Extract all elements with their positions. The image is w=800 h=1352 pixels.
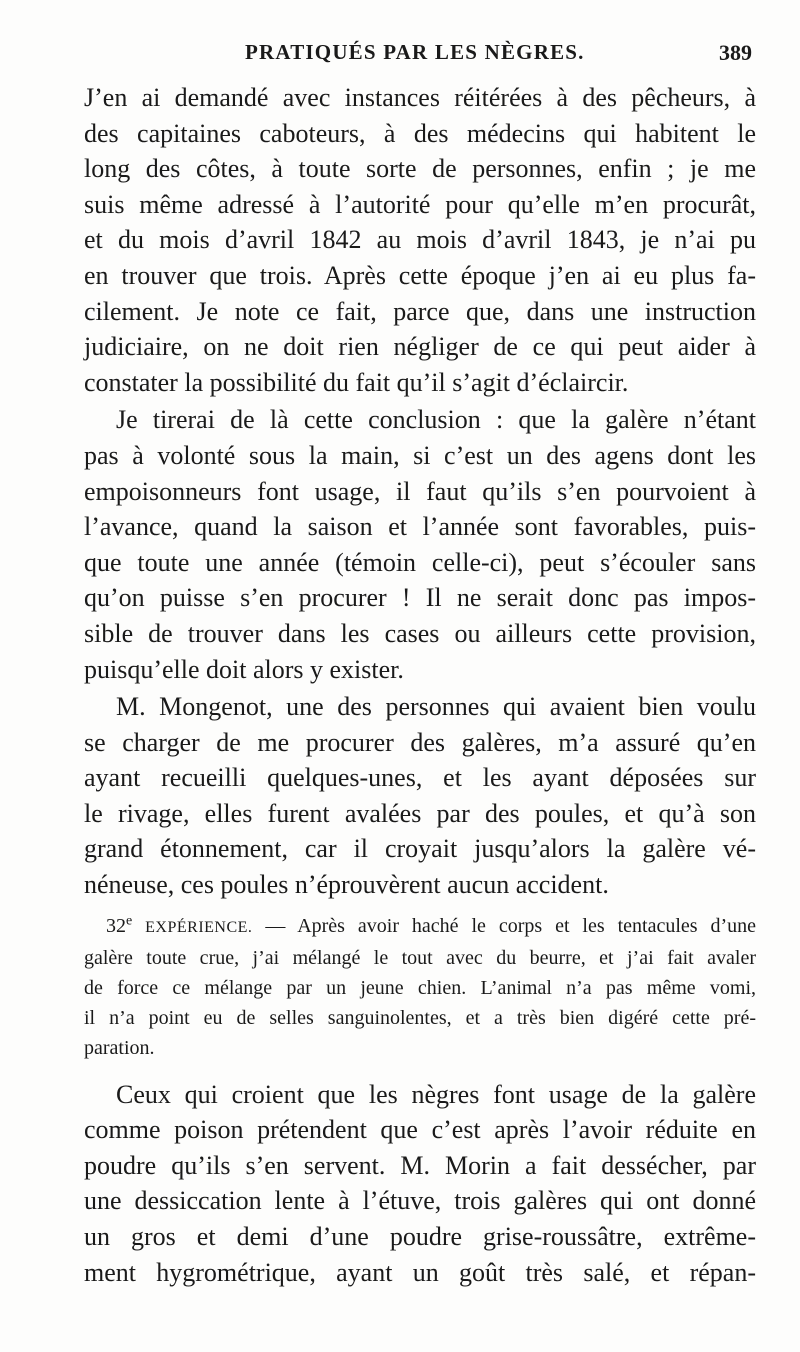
text-line: une dessiccation lente à l’étuve, trois galères qui ont donné (84, 1186, 756, 1216)
text-line: sible de trouver dans les cases ou ailleurs cette provision, (84, 618, 756, 648)
page-number: 389 (719, 40, 752, 65)
experiment-line: il n’a point eu de selles sanguinolentes, et a très bien digéré cette pré- (84, 1006, 756, 1029)
text-line: qu’on puisse s’en procurer ! Il ne serait donc pas impos- (84, 583, 756, 613)
text-line: empoisonneurs font usage, il faut qu’ils s’en pourvoient à (84, 476, 756, 506)
paragraph-2 (84, 402, 756, 687)
text-line: le rivage, elles furent avalées par des poules, et qu’à son (84, 798, 756, 828)
text-line: que toute une année (témoin celle-ci), peut s’écouler sans (84, 547, 756, 577)
text-line: cilement. Je note ce fait, parce que, dans une instruction (84, 296, 756, 326)
experiment-first-line-text: — Après avoir haché le corps et les tentacules d’une (252, 914, 757, 937)
text-line: néneuse, ces poules n’éprouvèrent aucun accident. (84, 870, 609, 900)
text-line: se charger de me procurer des galères, m’a assuré qu’en (84, 727, 756, 757)
text-line: Je tirerai de là cette conclusion : que la galère n’étant (116, 405, 756, 435)
text-line: judiciaire, on ne doit rien négliger de ce qui peut aider à (84, 332, 756, 362)
experiment-number-sup: e (126, 913, 133, 928)
text-line: l’avance, quand la saison et l’année sont favorables, puis- (84, 512, 756, 542)
paragraph-4 (84, 1077, 756, 1291)
text-line: suis même adressé à l’autorité pour qu’elle m’en procurât, (84, 189, 756, 219)
text-line: comme poison prétendent que c’est après l’avoir réduite en (84, 1115, 756, 1145)
page-header (0, 34, 800, 68)
text-line: puisqu’elle doit alors y exister. (84, 654, 404, 684)
text-line: poudre qu’ils s’en servent. M. Morin a fait dessécher, par (84, 1150, 756, 1180)
experiment-note (84, 911, 756, 1063)
text-line: grand étonnement, car il croyait jusqu’alors la galère vé- (84, 834, 756, 864)
paragraph-3 (84, 689, 756, 903)
experiment-label: EXPÉRIENCE. (145, 918, 253, 936)
text-line: en trouver que trois. Après cette époque j’en ai eu plus fa- (84, 260, 756, 290)
experiment-line: de force ce mélange par un jeune chien. L’animal n’a pas même vomi, (84, 976, 756, 999)
text-line: et du mois d’avril 1842 au mois d’avril 1843, je n’ai pu (84, 225, 756, 255)
text-line: ayant recueilli quelques-unes, et les ayant déposées sur (84, 763, 756, 793)
running-head: PRATIQUÉS PAR LES NÈGRES. (245, 40, 585, 64)
body-text (84, 80, 756, 1292)
text-line: M. Mongenot, une des personnes qui avaient bien voulu (116, 692, 756, 722)
text-line: J’en ai demandé avec instances réitérées à des pêcheurs, à (84, 83, 756, 112)
text-line: un gros et demi d’une poudre grise-roussâtre, extrême- (84, 1222, 756, 1252)
experiment-first-line (84, 911, 756, 943)
experiment-line: paration. (84, 1036, 155, 1059)
text-line: constater la possibilité du fait qu’il s’agit d’éclaircir. (84, 367, 629, 397)
experiment-number: 32 (106, 914, 126, 937)
text-line: ment hygrométrique, ayant un goût très salé, et répan- (84, 1257, 756, 1287)
experiment-line: galère toute crue, j’ai mélangé le tout avec du beurre, et j’ai fait avaler (84, 946, 756, 969)
text-line: long des côtes, à toute sorte de personnes, enfin ; je me (84, 154, 756, 184)
text-line: Ceux qui croient que les nègres font usage de la galère (116, 1079, 756, 1109)
text-line: pas à volonté sous la main, si c’est un des agens dont les (84, 440, 756, 470)
text-line: des capitaines caboteurs, à des médecins qui habitent le (84, 118, 756, 148)
paragraph-1 (84, 80, 756, 400)
